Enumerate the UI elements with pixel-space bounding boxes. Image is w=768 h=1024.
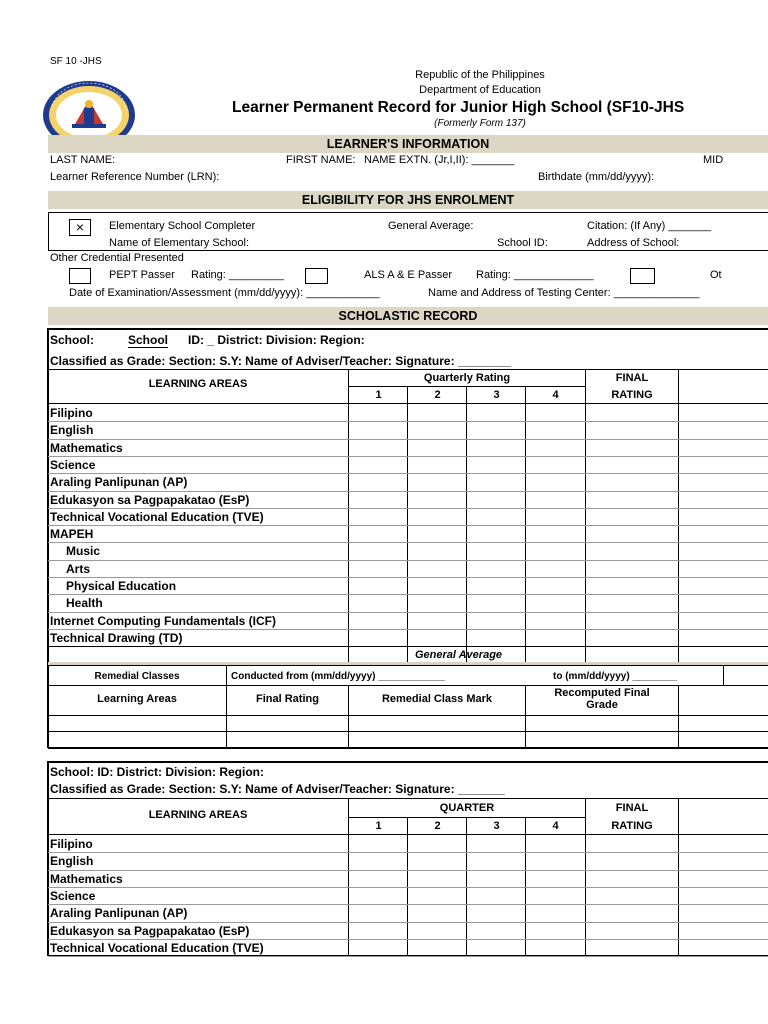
remedial-col-line	[723, 665, 724, 685]
citation-label: Citation: (If Any) _______	[587, 220, 712, 232]
record1-quarter-2: 2	[434, 389, 441, 401]
name-extension-label: NAME EXTN. (Jr,I,II): _______	[364, 154, 515, 166]
remedial-col-line	[226, 665, 227, 748]
school-id-label: School ID:	[497, 237, 548, 249]
subject-row-line	[48, 456, 768, 457]
eligibility-header: ELIGIBILITY FOR JHS ENROLMENT	[48, 191, 768, 209]
record2-quarter-4: 4	[552, 820, 559, 832]
pept-label: PEPT Passer	[109, 269, 175, 281]
subject-label: Science	[50, 457, 96, 472]
subject-row-line	[48, 939, 768, 940]
first-name-label: FIRST NAME:	[286, 154, 356, 166]
record1-header-bottom	[48, 403, 768, 404]
record2-quarter-header: QUARTER	[439, 802, 495, 814]
record2-class-info: Classified as Grade: Section: S.Y: Name of Adviser/Teacher: Signature: _______	[50, 782, 505, 796]
remedial-to: to (mm/dd/yyyy) ________	[553, 671, 677, 682]
record2-header-top	[48, 798, 768, 799]
als-rating-label: Rating: _____________	[476, 269, 594, 281]
subject-row-line	[48, 887, 768, 888]
birthdate-label: Birthdate (mm/dd/yyyy):	[538, 171, 655, 183]
record2-learning-areas-header: LEARNING AREAS	[148, 809, 248, 821]
pept-rating-label: Rating: _________	[191, 269, 284, 281]
subject-label: Mathematics	[50, 871, 123, 886]
subject-row-line	[48, 577, 768, 578]
general-average-label: General Average:	[388, 220, 474, 232]
record1-class-info: Classified as Grade: Section: S.Y: Name of Adviser/Teacher: Signature: ________	[50, 354, 512, 368]
record2-school-info: School: ID: District: Division: Region:	[50, 765, 265, 779]
subject-label: Science	[50, 888, 96, 903]
last-name-label: LAST NAME:	[50, 154, 116, 166]
elem-completer-checkbox[interactable]: ×	[69, 219, 91, 236]
exam-date-label: Date of Examination/Assessment (mm/dd/yyyy): ____________	[69, 287, 380, 299]
record1-genavg-top	[48, 646, 768, 647]
subject-label: Internet Computing Fundamentals (ICF)	[50, 613, 276, 628]
subject-row-line	[48, 491, 768, 492]
elem-completer-label: Elementary School Completer	[109, 220, 256, 232]
subject-row-line	[48, 922, 768, 923]
remedial-learning-areas: Learning Areas	[97, 693, 177, 705]
school-address-label: Address of School:	[587, 237, 680, 249]
subject-row-line	[48, 421, 768, 422]
record1-final-header: FINAL	[615, 372, 649, 384]
remedial-final-rating: Final Rating	[256, 693, 319, 705]
learner-info-header: LEARNER'S INFORMATION	[48, 135, 768, 153]
subject-label: Edukasyon sa Pagpapakatao (EsP)	[50, 492, 250, 507]
subject-row-line	[48, 594, 768, 595]
subject-label: Arts	[66, 561, 91, 576]
others-label: Ot	[710, 269, 722, 281]
remedial-recomputed-2: Grade	[586, 699, 618, 711]
remedial-conducted-from: Conducted from (mm/dd/yyyy) ____________	[231, 671, 445, 682]
other-credential-label: Other Credential Presented	[50, 252, 184, 264]
record2-quarter-3: 3	[493, 820, 500, 832]
subject-label: Technical Vocational Education (TVE)	[50, 940, 264, 955]
subject-label: Mathematics	[50, 440, 123, 455]
record1-quarter-3: 3	[493, 389, 500, 401]
subject-row-line	[48, 612, 768, 613]
subject-row-line	[48, 956, 768, 957]
remedial-top	[48, 665, 768, 666]
record2-col-line	[585, 798, 586, 956]
subject-label: Technical Drawing (TD)	[50, 630, 183, 645]
subject-label: Health	[66, 596, 103, 611]
subject-label: Filipino	[50, 406, 93, 420]
record1-header-top	[48, 369, 768, 370]
remedial-col-line	[678, 685, 679, 748]
record1-learning-areas-header: LEARNING AREAS	[148, 378, 248, 390]
subject-label: Physical Education	[66, 579, 177, 593]
form-code: SF 10 -JHS	[50, 56, 102, 67]
scholastic-header: SCHOLASTIC RECORD	[48, 307, 768, 325]
subject-row-line	[48, 852, 768, 853]
remedial-class-mark: Remedial Class Mark	[381, 693, 493, 705]
subject-row-line	[48, 870, 768, 871]
subject-label: Filipino	[50, 837, 93, 851]
record1-rating-header: RATING	[611, 389, 653, 401]
subject-label: English	[50, 423, 94, 438]
record1-quarter-divider	[349, 386, 586, 387]
subject-label: Technical Vocational Education (TVE)	[50, 509, 264, 524]
remedial-row-line	[48, 731, 768, 732]
eligibility-left-border	[48, 212, 49, 250]
record2-final-header: FINAL	[615, 802, 649, 814]
page-title: Learner Permanent Record for Junior High School (SF10-JHS	[232, 99, 685, 116]
subject-row-line	[48, 525, 768, 526]
record2-quarter-divider	[349, 817, 586, 818]
subject-label: Araling Panlipunan (AP)	[50, 906, 188, 921]
republic-line: Republic of the Philippines	[415, 69, 545, 81]
record2-quarter-1: 1	[375, 820, 382, 832]
record2-rating-header: RATING	[611, 820, 653, 832]
record2-quarter-2: 2	[434, 820, 441, 832]
subject-label: Araling Panlipunan (AP)	[50, 475, 188, 490]
record1-col-line	[678, 369, 679, 662]
remedial-classes-label: Remedial Classes	[94, 671, 180, 682]
record1-quarter-4: 4	[552, 389, 559, 401]
record1-col-line	[466, 386, 467, 662]
record1-school-info: ID: _ District: Division: Region:	[188, 333, 365, 347]
eligibility-bottom-border	[48, 250, 768, 251]
record2-top-border	[48, 761, 768, 763]
record1-col-line	[348, 369, 349, 662]
subject-row-line	[48, 560, 768, 561]
testing-center-label: Name and Address of Testing Center: ______________	[428, 287, 700, 299]
eligibility-top-border	[48, 212, 768, 213]
record1-col-line	[407, 386, 408, 662]
subject-label: MAPEH	[50, 527, 94, 542]
page-subtitle: (Formerly Form 137)	[434, 118, 526, 129]
subject-label: English	[50, 854, 94, 869]
record1-col-line	[525, 386, 526, 662]
als-checkbox[interactable]	[305, 268, 328, 284]
subject-row-line	[48, 508, 768, 509]
record1-quarterly-rating-header: Quarterly Rating	[423, 372, 511, 384]
subject-row-line	[48, 542, 768, 543]
als-label: ALS A & E Passer	[364, 269, 453, 281]
record2-header-bottom	[48, 834, 768, 835]
department-line: Department of Education	[419, 84, 541, 96]
record1-school-value: School	[128, 333, 169, 347]
subject-row-line	[48, 439, 768, 440]
remedial-col-line	[348, 685, 349, 748]
middle-name-label: MID	[703, 154, 724, 166]
record1-general-average: General Average	[415, 649, 503, 661]
lrn-label: Learner Reference Number (LRN):	[50, 171, 220, 183]
subject-row-line	[48, 904, 768, 905]
remedial-header-divider	[48, 685, 768, 686]
record2-left-border	[47, 761, 49, 956]
subject-label: Music	[66, 544, 101, 559]
record1-quarter-1: 1	[375, 389, 382, 401]
remedial-col-line	[525, 685, 526, 748]
record1-top-border	[48, 328, 768, 330]
subject-row-line	[48, 629, 768, 630]
elem-school-name-label: Name of Elementary School:	[109, 237, 250, 249]
record2-col-line	[678, 798, 679, 956]
subject-label: Edukasyon sa Pagpapakatao (EsP)	[50, 923, 250, 938]
record1-bottom-border	[48, 747, 768, 749]
record1-col-line	[585, 369, 586, 662]
subject-row-line	[48, 473, 768, 474]
pept-checkbox[interactable]	[69, 268, 91, 284]
record2-col-line	[348, 798, 349, 956]
record1-school-label: School:	[50, 333, 94, 347]
remedial-recomputed-1: Recomputed Final	[554, 687, 650, 699]
remedial-row-line	[48, 715, 768, 716]
others-checkbox[interactable]	[630, 268, 655, 284]
